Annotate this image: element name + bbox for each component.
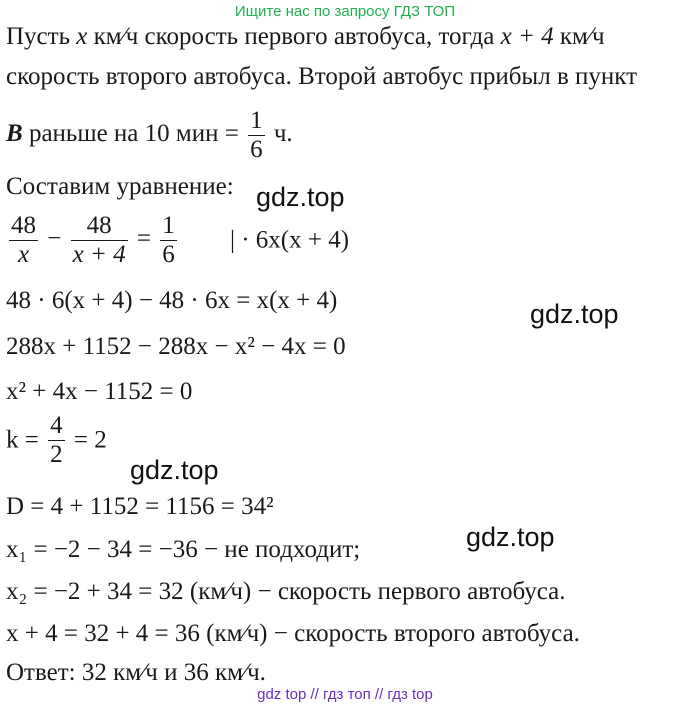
equation-2: 48 · 6(x + 4) − 48 · 6x = x(x + 4) [6,287,338,314]
equation-1: $\frac{48}{x}$ − $\frac{48}{x + 4}$ = $\frac{1}{6}$ | · 6x(x + 4) [11,212,350,268]
equation-6: D = 4 + 1152 = 1156 = 34² [6,493,274,520]
solution-heading: Составим уравнение: [6,173,234,200]
problem-line-2: скорость второго автобуса. Второй автобус прибыл в пункт [6,63,638,90]
watermark-gdz-top-2: gdz.top [530,299,619,329]
answer: Ответ: 32 км⁄ч и 36 км⁄ч. [6,659,266,686]
watermark-gdz-top-1: gdz.top [256,182,345,212]
equation-9: x + 4 = 32 + 4 = 36 (км⁄ч) − скорость второго автобуса. [6,620,580,647]
equation-7: x₁ = −2 − 34 = −36 − не подходит; [6,536,361,563]
problem-line-3: B раньше на 10 мин = $\frac{1}{6}$ ч. [6,107,293,163]
header-watermark: Ищите нас по запросу ГДЗ ТОП [234,3,456,20]
equation-5: k = $\frac{4}{2}$ = 2 [6,412,107,468]
watermark-gdz-top-3: gdz.top [130,455,219,485]
problem-line-1: Пусть x км⁄ч скорость первого автобуса, тогда x + 4 км⁄ч [6,23,605,50]
watermark-gdz-top-4: gdz.top [466,522,555,552]
fraction-one-sixth: $\frac{1}{6}$ [250,107,263,163]
footer-watermark: gdz top // гдз топ // гдз top [257,686,433,703]
equation-8: x₂ = −2 + 34 = 32 (км⁄ч) − скорость первого автобуса. [6,578,566,605]
equation-4: x² + 4x − 1152 = 0 [6,378,193,405]
equation-3: 288x + 1152 − 288x − x² − 4x = 0 [6,333,346,360]
